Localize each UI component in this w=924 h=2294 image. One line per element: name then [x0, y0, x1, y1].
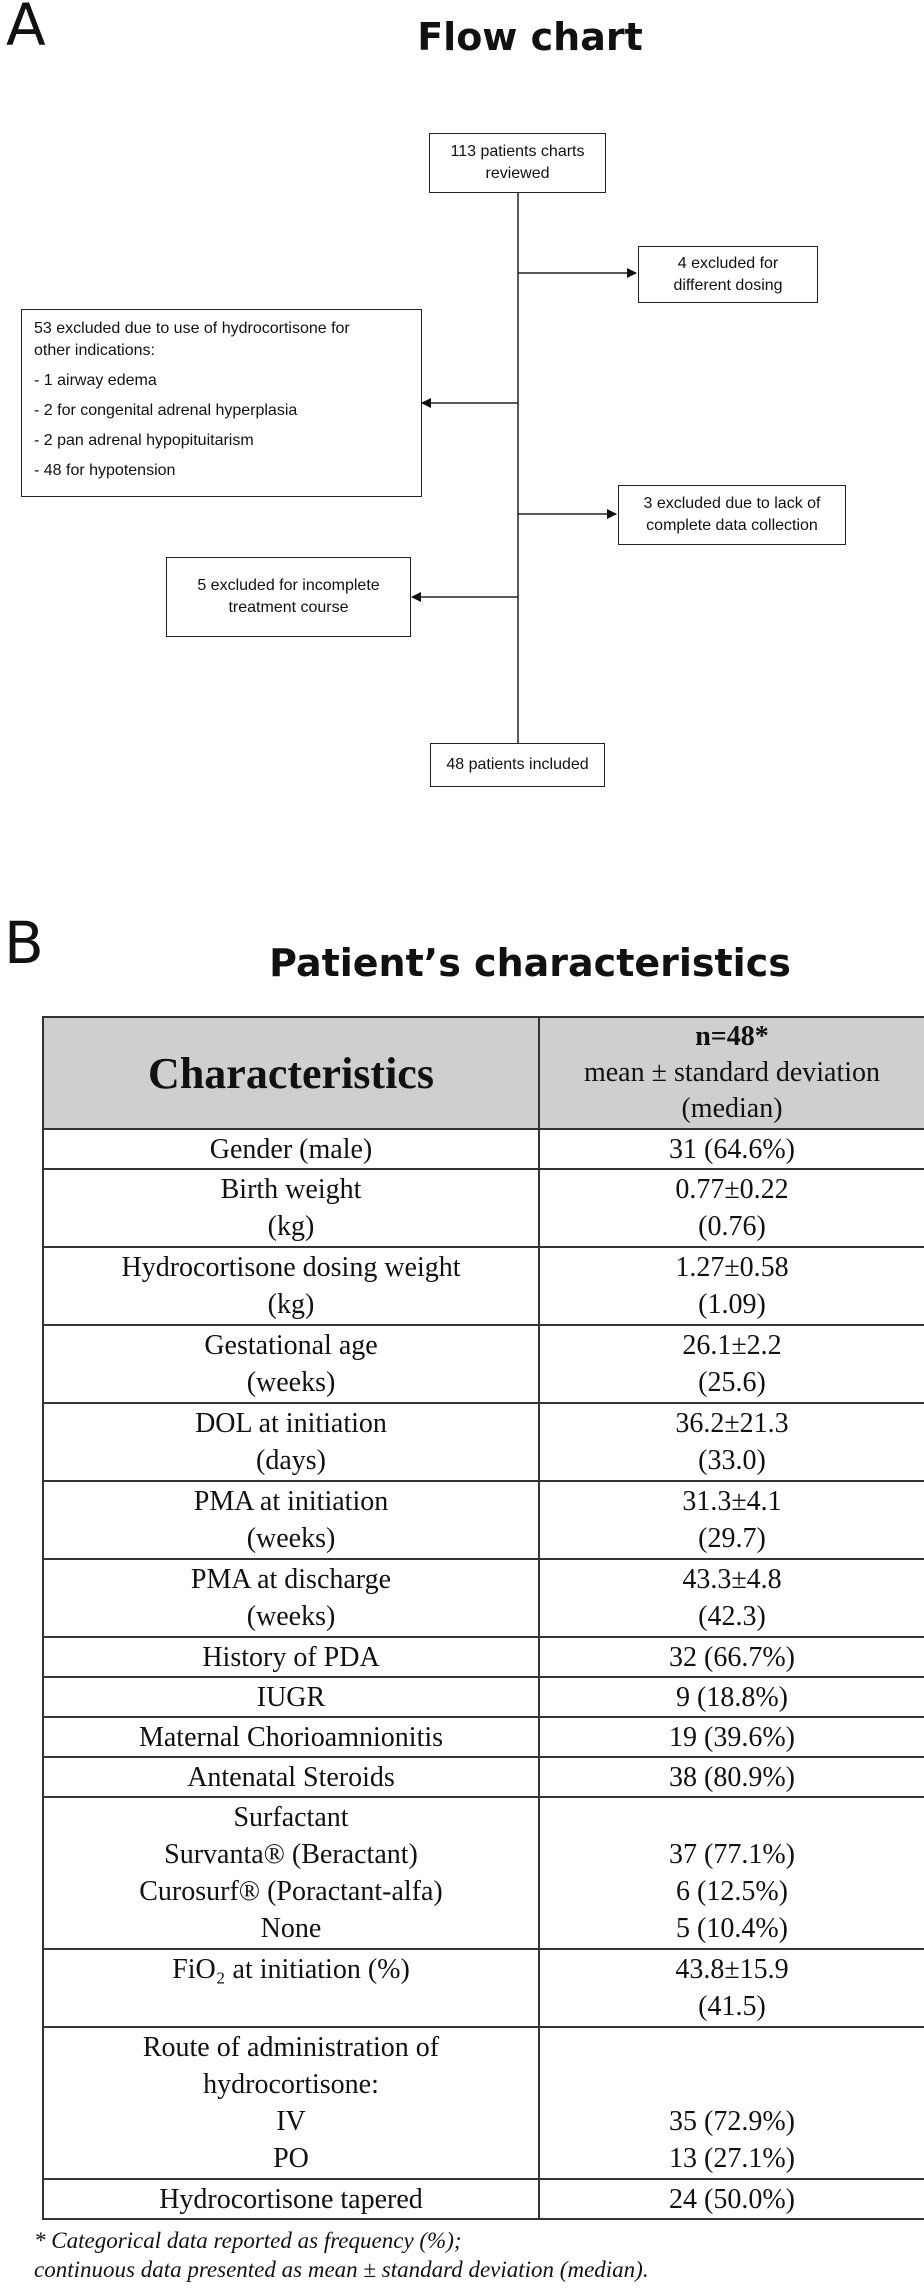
table-row [43, 2027, 924, 2179]
characteristic-text: DOL at initiation [195, 1408, 387, 1439]
value-text: 43.3±4.8 [682, 1564, 782, 1595]
header-mean-sd: mean ± standard deviation [583, 1057, 881, 1088]
header-median: (median) [681, 1093, 783, 1124]
table-row [43, 1797, 924, 1949]
characteristic-cell [43, 1247, 539, 1325]
value-cell [539, 1559, 924, 1637]
table-title: Patient’s characteristics [269, 941, 791, 985]
characteristic-text: PO [273, 2143, 309, 2174]
characteristic-text: Survanta® (Beractant) [164, 1839, 418, 1870]
characteristic-text: None [260, 1913, 322, 1944]
value-cell [539, 1677, 924, 1717]
value-cell [539, 1247, 924, 1325]
box-incomplete-course [166, 557, 411, 637]
exclusion-item: - 2 pan adrenal hypopituitarism [34, 432, 254, 449]
box-text: 4 excluded for [677, 254, 779, 272]
characteristic-cell [43, 1481, 539, 1559]
header-n: n=48* [695, 1021, 769, 1052]
panel-a-label: A [6, 0, 46, 59]
header-characteristics: Characteristics [43, 1017, 539, 1129]
value-text: 5 (10.4%) [676, 1913, 788, 1944]
value-cell [539, 1797, 924, 1949]
characteristic-text: Surfactant [233, 1802, 349, 1833]
header-values [539, 1017, 924, 1129]
value-text: 35 (72.9%) [669, 2106, 795, 2137]
exclusion-item: - 48 for hypotension [34, 462, 176, 479]
box-text: 113 patients charts [450, 143, 585, 160]
value-text: 0.77±0.22 [675, 1174, 789, 1205]
value-cell [539, 1949, 924, 2027]
value-text [544, 2029, 920, 2066]
characteristic-text: Gender (male) [209, 1133, 373, 1165]
characteristic-text: (kg) [267, 1289, 315, 1320]
value-text: 36.2±21.3 [675, 1408, 789, 1439]
value-text: (1.09) [698, 1289, 766, 1320]
characteristic-text [48, 1988, 534, 2025]
characteristic-cell [43, 1559, 539, 1637]
characteristic-cell [43, 1797, 539, 1949]
characteristic-text: IV [276, 2106, 306, 2137]
value-text: 31.3±4.1 [682, 1486, 782, 1517]
table-row [43, 1717, 924, 1757]
characteristic-text: Maternal Chorioamnionitis [138, 1721, 444, 1753]
table-row [43, 1677, 924, 1717]
value-text: (41.5) [698, 1991, 766, 2022]
value-text: 26.1±2.2 [682, 1330, 782, 1361]
box-charts-reviewed [429, 133, 606, 193]
characteristic-text: hydrocortisone: [203, 2069, 379, 2100]
value-cell [539, 2179, 924, 2219]
value-text [544, 2066, 920, 2103]
table-row [43, 1481, 924, 1559]
footnote-line: * Categorical data reported as frequency (%); [34, 2228, 462, 2253]
characteristic-cell [43, 2179, 539, 2219]
table-header-row [43, 1017, 924, 1129]
characteristic-text: (days) [256, 1445, 326, 1476]
box-lack-data [618, 485, 846, 545]
characteristic-cell [43, 1325, 539, 1403]
box-text: reviewed [485, 165, 550, 182]
characteristic-text: Birth weight [220, 1174, 362, 1205]
table-row [43, 1949, 924, 2027]
value-text: 37 (77.1%) [669, 1839, 795, 1870]
characteristic-text: Antenatal Steroids [187, 1761, 395, 1793]
value-cell [539, 1169, 924, 1247]
value-text: 9 (18.8%) [676, 1681, 788, 1713]
characteristic-cell [43, 1757, 539, 1797]
value-cell [539, 1403, 924, 1481]
box-text: treatment course [228, 599, 349, 616]
table-row [43, 1403, 924, 1481]
table-row [43, 1247, 924, 1325]
box-text: complete data collection [646, 517, 818, 534]
value-text: 1.27±0.58 [675, 1252, 789, 1283]
value-text: 19 (39.6%) [669, 1721, 795, 1753]
characteristic-cell [43, 1637, 539, 1677]
value-text [544, 1799, 920, 1836]
box-different-dosing [638, 246, 818, 303]
value-cell [539, 1325, 924, 1403]
value-text: 43.8±15.9 [675, 1954, 789, 1985]
characteristic-text: PMA at discharge [190, 1564, 392, 1595]
characteristic-text: Hydrocortisone tapered [159, 2183, 423, 2215]
exclusion-item: - 1 airway edema [34, 372, 157, 389]
box-text: 3 excluded due to lack of [643, 495, 821, 512]
table-row [43, 1325, 924, 1403]
characteristic-cell [43, 1717, 539, 1757]
characteristic-text: Hydrocortisone dosing weight [121, 1252, 461, 1283]
value-text: 6 (12.5%) [676, 1876, 788, 1907]
table-row [43, 1559, 924, 1637]
table-row [43, 2179, 924, 2219]
characteristic-text: History of PDA [202, 1641, 380, 1673]
characteristic-text: Curosurf® (Poractant-alfa) [139, 1876, 443, 1907]
characteristic-text: Route of administration of [142, 2032, 440, 2063]
flowchart-title: Flow chart [417, 15, 643, 59]
box-text: different dosing [673, 276, 783, 294]
box-text: 48 patients included [446, 756, 589, 773]
value-text: (42.3) [698, 1601, 766, 1632]
characteristic-text: (kg) [267, 1211, 315, 1242]
value-text: 38 (80.9%) [669, 1761, 795, 1793]
characteristic-cell [43, 1949, 539, 2027]
box-hydrocortisone-exclusions [21, 309, 422, 497]
value-cell [539, 2027, 924, 2179]
characteristic-cell [43, 2027, 539, 2179]
value-text: 32 (66.7%) [669, 1641, 795, 1673]
characteristic-cell [43, 1169, 539, 1247]
box-text: 5 excluded for incomplete [197, 577, 380, 594]
table-row [43, 1129, 924, 1169]
box-text: other indications: [34, 342, 155, 359]
exclusion-item: - 2 for congenital adrenal hyperplasia [34, 402, 298, 419]
value-cell [539, 1717, 924, 1757]
characteristic-text: (weeks) [246, 1523, 336, 1554]
value-text: (29.7) [698, 1523, 766, 1554]
characteristic-text: (weeks) [246, 1601, 336, 1632]
panel-b-label: B [4, 909, 44, 977]
characteristic-cell [43, 1129, 539, 1169]
value-text: (33.0) [698, 1445, 766, 1476]
characteristic-text: (weeks) [246, 1367, 336, 1398]
characteristic-text: IUGR [256, 1681, 326, 1713]
characteristic-cell [43, 1677, 539, 1717]
value-cell [539, 1129, 924, 1169]
value-text: (25.6) [698, 1367, 766, 1398]
value-text: 13 (27.1%) [669, 2143, 795, 2174]
value-text: 31 (64.6%) [669, 1133, 795, 1165]
table-footnote [34, 2226, 649, 2284]
characteristic-text: PMA at initiation [193, 1486, 389, 1517]
characteristics-table [42, 1016, 924, 2220]
footnote-line: continuous data presented as mean ± standard deviation (median). [34, 2257, 649, 2282]
characteristic-text: Gestational age [204, 1330, 378, 1361]
characteristic-cell [43, 1403, 539, 1481]
table-row [43, 1757, 924, 1797]
table-row [43, 1637, 924, 1677]
value-cell [539, 1757, 924, 1797]
table-row [43, 1169, 924, 1247]
value-cell [539, 1637, 924, 1677]
value-text: 24 (50.0%) [669, 2183, 795, 2215]
value-text: (0.76) [698, 1211, 766, 1242]
characteristic-text: FiO₂ at initiation (%) [172, 1954, 410, 1985]
box-text: 53 excluded due to use of hydrocortisone for [34, 320, 350, 337]
box-patients-included [430, 743, 605, 787]
value-cell [539, 1481, 924, 1559]
